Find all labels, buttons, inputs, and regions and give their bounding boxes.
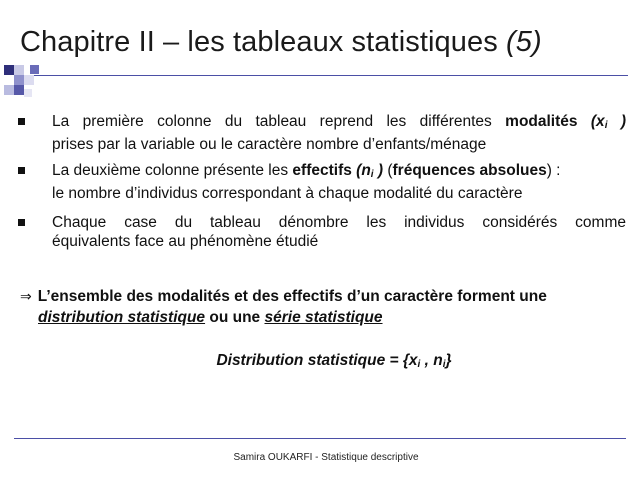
footer-divider <box>14 438 626 439</box>
bullet-1-line-1: La première colonne du tableau reprend les différentes modalités ($x_i$ ) <box>52 113 627 131</box>
arrow-right-icon: ⇒ <box>20 288 32 304</box>
footer-text: Samira OUKARFI - Statistique descriptive <box>233 452 419 463</box>
decorative-squares <box>0 65 60 105</box>
bullet-2-line-1: La deuxième colonne présente les effectifs ($n_i$ ) (fréquences absolues) : <box>52 162 561 180</box>
bullet-modalites <box>14 112 626 154</box>
bullet-square-icon <box>18 219 25 226</box>
term-distribution-statistique: distribution statistique <box>38 309 206 326</box>
bullet-square-icon <box>18 167 25 174</box>
title-number: (5) <box>505 26 542 58</box>
title-text: Chapitre II – les tableaux statistiques <box>20 26 506 58</box>
title-divider <box>34 75 628 76</box>
term-serie-statistique: série statistique <box>264 309 383 326</box>
conclusion <box>20 286 630 328</box>
distribution-formula: Distribution statistique = {$x_i$ , $n_i$} <box>216 352 452 370</box>
slide-title <box>20 26 542 59</box>
bullet-1-line-2: prises par la variable ou le caractère nombre d’enfants/ménage <box>52 136 487 153</box>
bullet-effectifs <box>14 161 626 203</box>
bullet-cases <box>14 213 626 251</box>
conclusion-line-2: distribution statistique ou une série statistique <box>38 309 383 326</box>
bullet-2-line-2: le nombre d’individus correspondant à chaque modalité du caractère <box>52 185 523 202</box>
bullet-list <box>14 112 626 251</box>
bullet-3-line-2: équivalents face au phénomène étudié <box>52 233 319 250</box>
conclusion-line-1: ⇒ L’ensemble des modalités et des effectifs d’un caractère forment une <box>20 288 547 305</box>
bullet-3-line-1: Chaque case du tableau dénombre les individus considérés comme <box>52 214 626 231</box>
bullet-square-icon <box>18 118 25 125</box>
